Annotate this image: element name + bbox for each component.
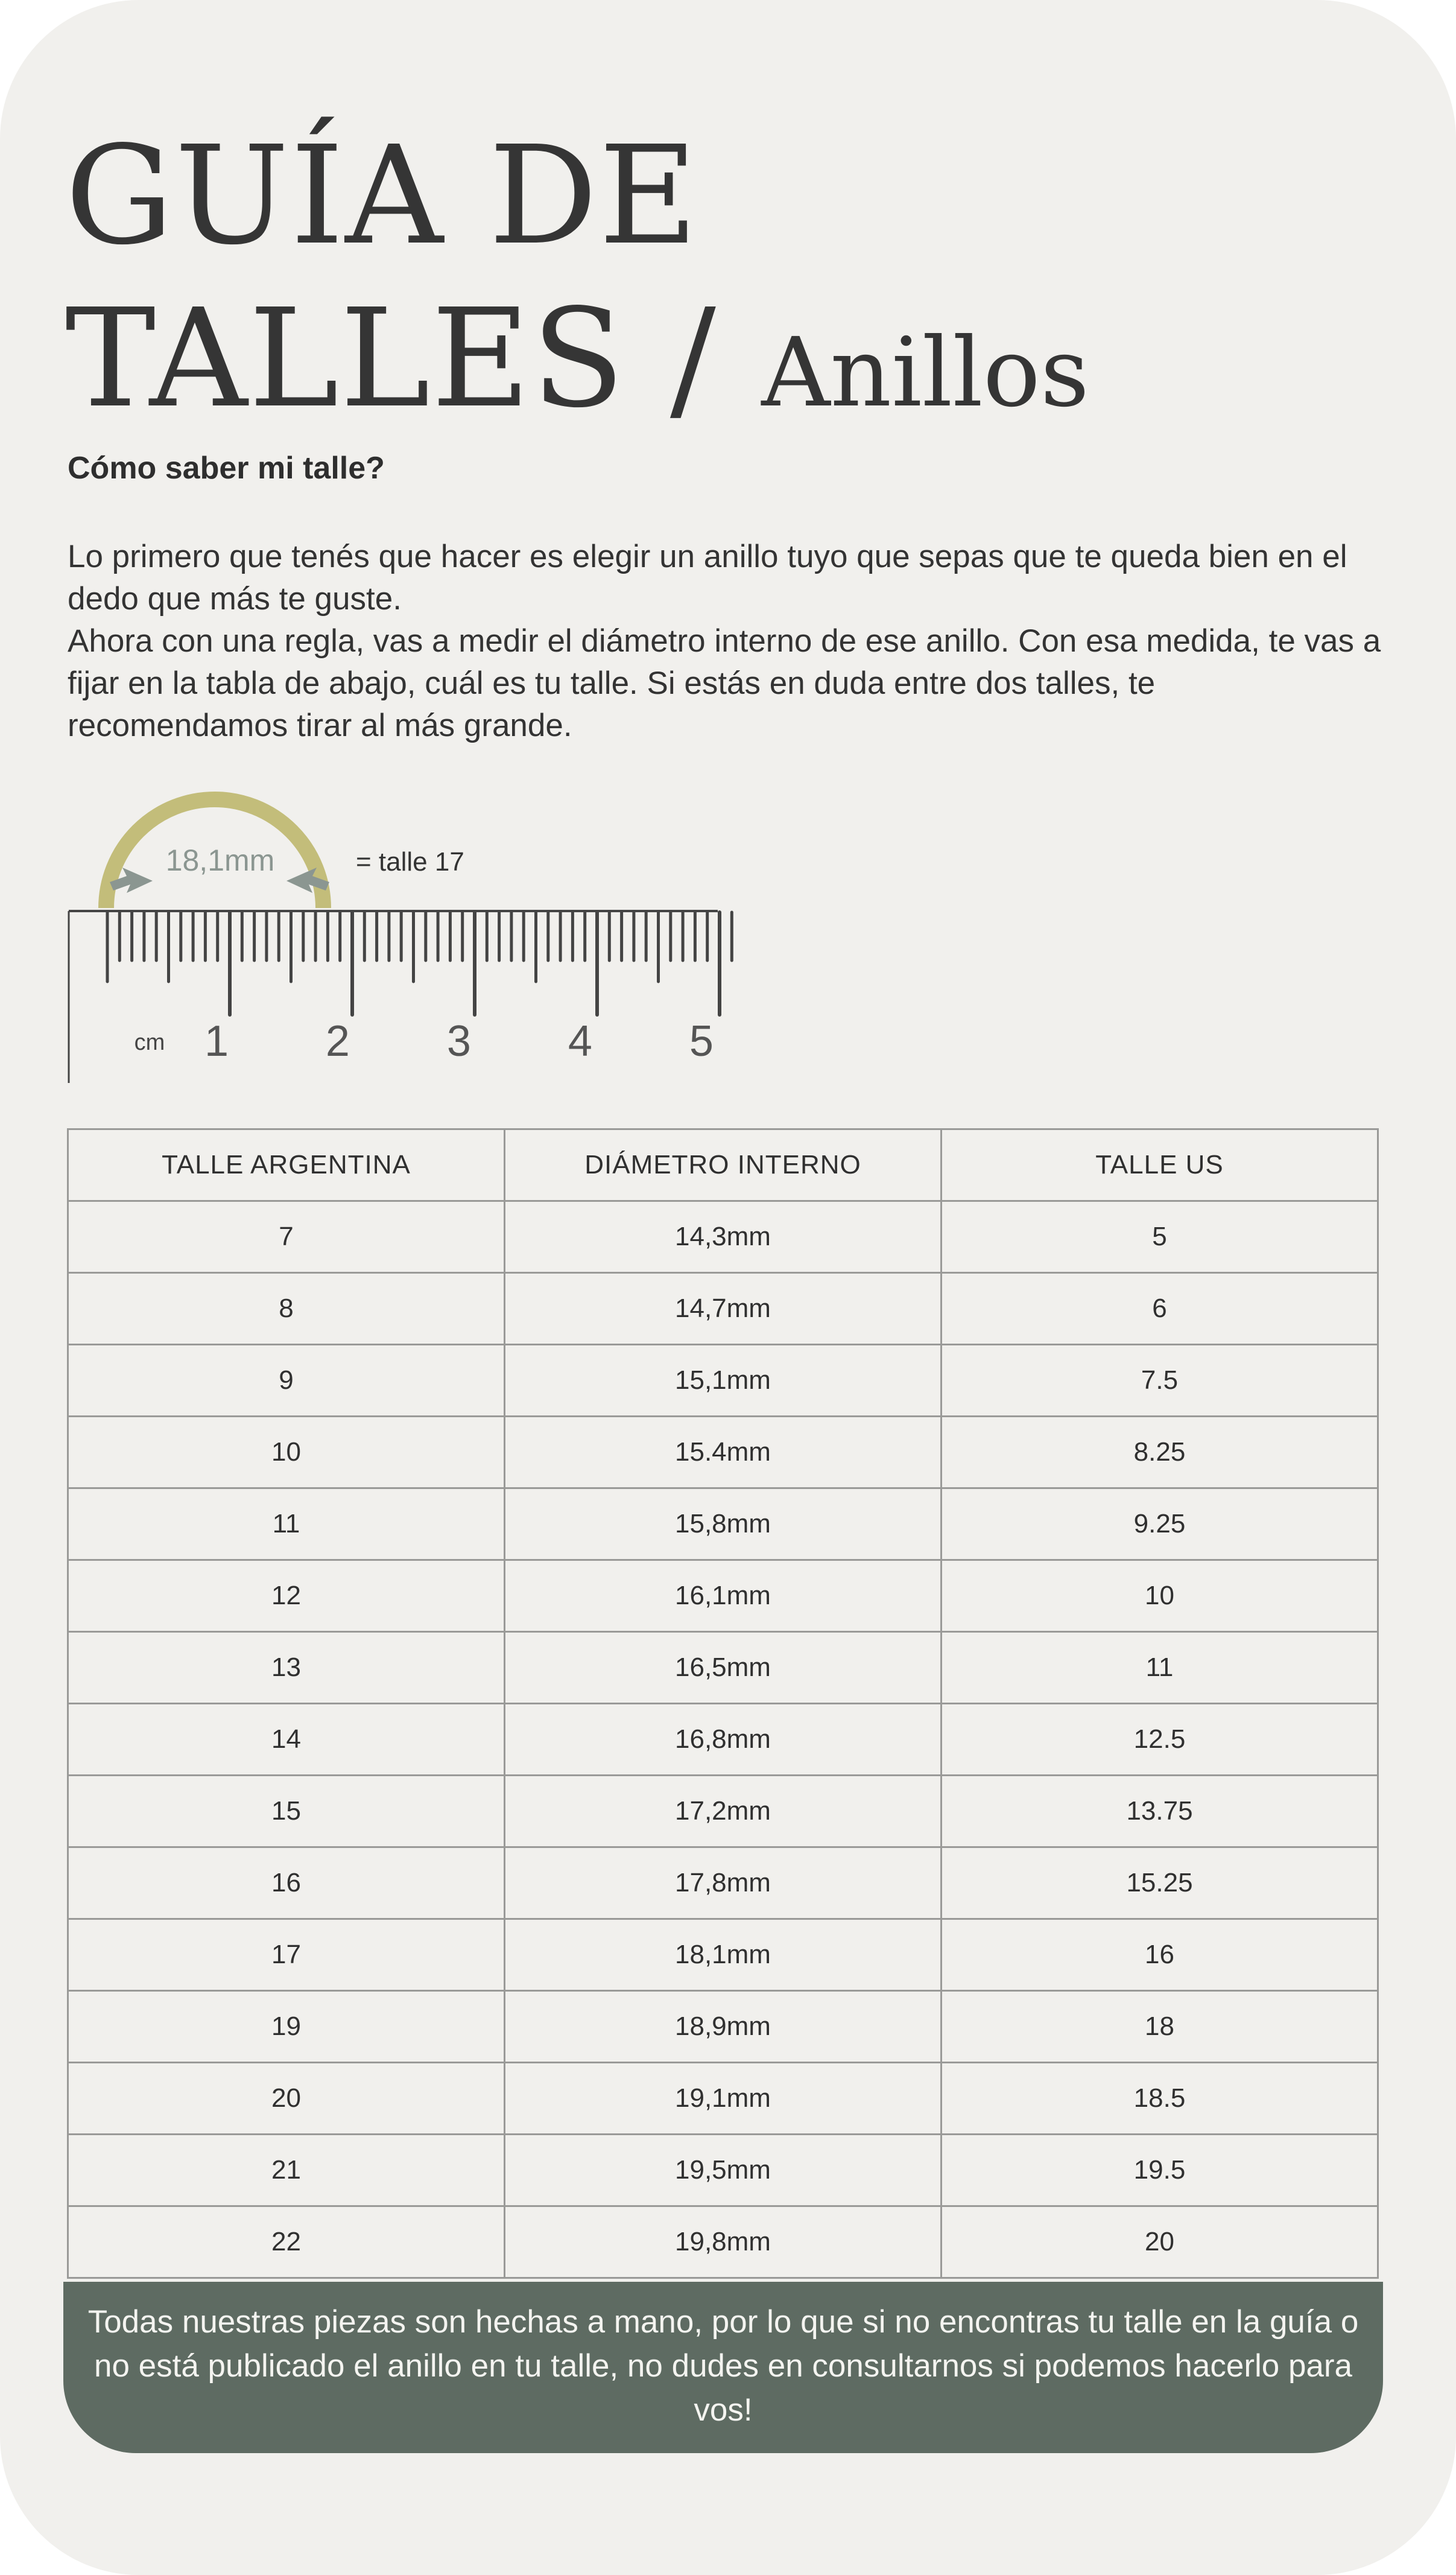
table-cell: 18 bbox=[942, 1991, 1378, 2063]
handmade-note-text: Todas nuestras piezas son hechas a mano, por lo que si no encontras tu talle en la guía o no está publicado el anillo en tu talle, no dudes en consultarnos si podemos hacerlo para vos! bbox=[87, 2304, 1359, 2428]
table-header-cell: TALLE US bbox=[942, 1129, 1378, 1201]
table-body bbox=[68, 1201, 1378, 2278]
table-cell: 21 bbox=[68, 2135, 505, 2206]
table-cell: 12 bbox=[68, 1560, 505, 1632]
table-row bbox=[68, 1488, 1378, 1560]
table-cell: 11 bbox=[942, 1632, 1378, 1704]
instructions-text bbox=[68, 536, 1382, 747]
ruler-numbers bbox=[204, 1017, 714, 1065]
table-cell: 8.25 bbox=[942, 1417, 1378, 1488]
table-cell: 20 bbox=[942, 2206, 1378, 2278]
table-header-cell: TALLE ARGENTINA bbox=[68, 1129, 505, 1201]
table-row bbox=[68, 1704, 1378, 1776]
ruler-illustration bbox=[60, 784, 784, 1098]
table-cell: 7.5 bbox=[942, 1345, 1378, 1417]
table-cell: 20 bbox=[68, 2063, 505, 2135]
table-row bbox=[68, 1919, 1378, 1991]
table-cell: 7 bbox=[68, 1201, 505, 1273]
table-cell: 19,1mm bbox=[505, 2063, 942, 2135]
table-cell: 16,5mm bbox=[505, 1632, 942, 1704]
title-line-1: GUÍA DE bbox=[65, 117, 699, 275]
table-cell: 14 bbox=[68, 1704, 505, 1776]
table-row bbox=[68, 1560, 1378, 1632]
table-cell: 16 bbox=[942, 1919, 1378, 1991]
ruler-icon bbox=[69, 911, 732, 1083]
table-row bbox=[68, 1776, 1378, 1847]
table-row bbox=[68, 1847, 1378, 1919]
table-cell: 19.5 bbox=[942, 2135, 1378, 2206]
table-row bbox=[68, 1273, 1378, 1345]
ruler-number-label: 3 bbox=[446, 1017, 471, 1065]
table-cell: 9.25 bbox=[942, 1488, 1378, 1560]
instructions-paragraph-1: Lo primero que tenés que hacer es elegir un anillo tuyo que sepas que te queda bien en el dedo que más te guste. bbox=[68, 539, 1347, 617]
table-cell: 17,2mm bbox=[505, 1776, 942, 1847]
table-cell: 15.4mm bbox=[505, 1417, 942, 1488]
table-row bbox=[68, 1632, 1378, 1704]
table-cell: 14,3mm bbox=[505, 1201, 942, 1273]
table-cell: 16,8mm bbox=[505, 1704, 942, 1776]
table-cell: 13.75 bbox=[942, 1776, 1378, 1847]
table-row bbox=[68, 1417, 1378, 1488]
equals-size-label: = talle 17 bbox=[356, 847, 464, 877]
table-cell: 13 bbox=[68, 1632, 505, 1704]
table-cell: 18,1mm bbox=[505, 1919, 942, 1991]
table-cell: 18.5 bbox=[942, 2063, 1378, 2135]
table-cell: 17,8mm bbox=[505, 1847, 942, 1919]
table-header-row bbox=[68, 1129, 1378, 1201]
table-cell: 8 bbox=[68, 1273, 505, 1345]
table-cell: 9 bbox=[68, 1345, 505, 1417]
ruler-number-label: 2 bbox=[325, 1017, 350, 1065]
table-cell: 5 bbox=[942, 1201, 1378, 1273]
table-cell: 19 bbox=[68, 1991, 505, 2063]
table-row bbox=[68, 2206, 1378, 2278]
table-cell: 10 bbox=[942, 1560, 1378, 1632]
table-cell: 15,8mm bbox=[505, 1488, 942, 1560]
table-cell: 11 bbox=[68, 1488, 505, 1560]
page-title bbox=[65, 115, 1089, 454]
table-cell: 6 bbox=[942, 1273, 1378, 1345]
instructions-paragraph-2: Ahora con una regla, vas a medir el diámetro interno de ese anillo. Con esa medida, te vas a fijar en la tabla de abajo, cuál es tu talle. Si estás en duda entre dos talles, te recomendamos tirar al más grande. bbox=[68, 623, 1381, 743]
table-cell: 19,5mm bbox=[505, 2135, 942, 2206]
table-cell: 22 bbox=[68, 2206, 505, 2278]
table-cell: 17 bbox=[68, 1919, 505, 1991]
ruler-svg bbox=[60, 784, 784, 1098]
size-table bbox=[67, 1128, 1379, 2279]
table-cell: 10 bbox=[68, 1417, 505, 1488]
handmade-note-banner bbox=[63, 2282, 1383, 2453]
table-cell: 18,9mm bbox=[505, 1991, 942, 2063]
size-table-container bbox=[67, 1128, 1379, 2279]
ruler-number-label: 5 bbox=[689, 1017, 714, 1065]
title-subtitle: Anillos bbox=[761, 317, 1089, 428]
table-cell: 14,7mm bbox=[505, 1273, 942, 1345]
ruler-unit-label: cm bbox=[134, 1030, 165, 1055]
table-row bbox=[68, 1345, 1378, 1417]
ruler-number-label: 1 bbox=[204, 1017, 229, 1065]
table-cell: 15 bbox=[68, 1776, 505, 1847]
ruler-number-label: 4 bbox=[568, 1017, 592, 1065]
table-cell: 16 bbox=[68, 1847, 505, 1919]
table-row bbox=[68, 1991, 1378, 2063]
table-cell: 19,8mm bbox=[505, 2206, 942, 2278]
table-cell: 15.25 bbox=[942, 1847, 1378, 1919]
table-row bbox=[68, 1201, 1378, 1273]
table-cell: 12.5 bbox=[942, 1704, 1378, 1776]
title-line-2 bbox=[65, 278, 1089, 454]
title-main-part: TALLES / bbox=[65, 280, 717, 438]
table-header-cell: DIÁMETRO INTERNO bbox=[505, 1129, 942, 1201]
table-row bbox=[68, 2135, 1378, 2206]
table-cell: 16,1mm bbox=[505, 1560, 942, 1632]
measure-label: 18,1mm bbox=[165, 843, 275, 877]
table-cell: 15,1mm bbox=[505, 1345, 942, 1417]
how-to-question: Cómo saber mi talle? bbox=[68, 451, 385, 486]
table-row bbox=[68, 2063, 1378, 2135]
